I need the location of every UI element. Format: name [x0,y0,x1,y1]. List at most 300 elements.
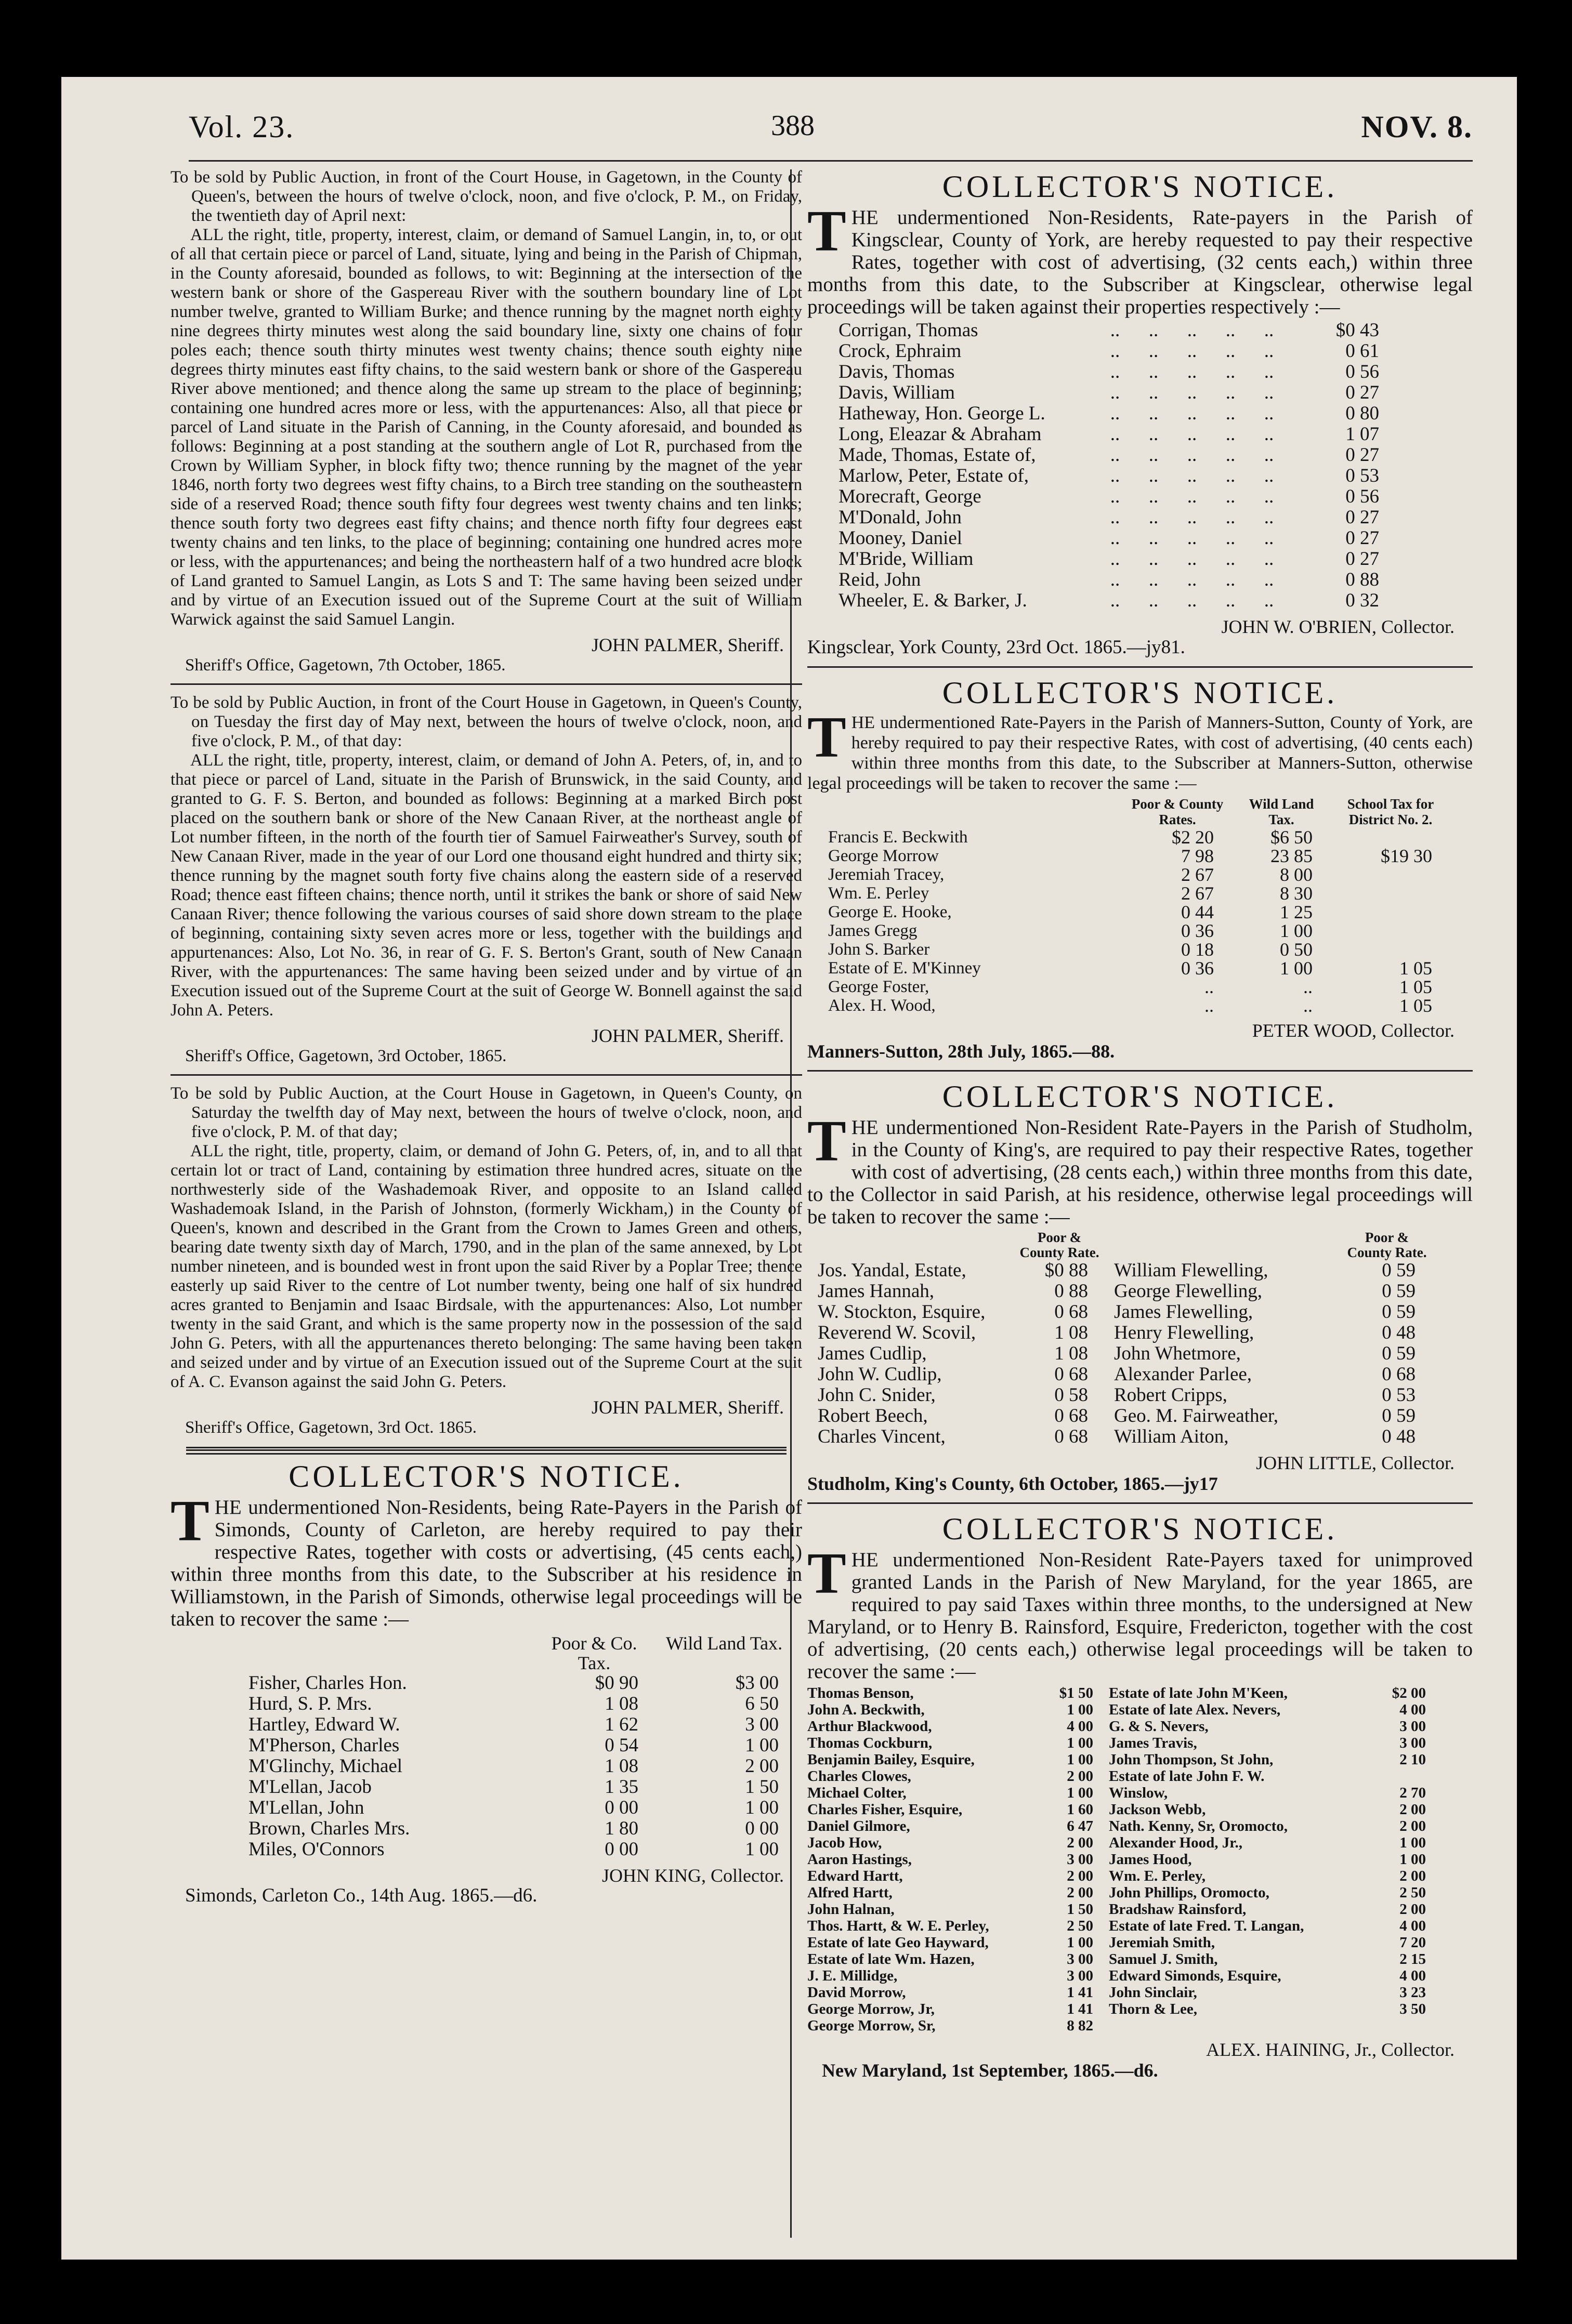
table-cell: 2 00 [745,1755,779,1777]
table-cell: 0 27 [1345,382,1379,403]
table-cell: Charles Vincent, [818,1426,946,1447]
table-cell: 0 36 [1181,958,1214,979]
table-row [818,1302,1431,1323]
table-cell: George E. Hooke, [828,903,952,921]
table-cell: Aaron Hastings, [807,1851,912,1868]
table-cell: 2 00 [1067,1768,1093,1785]
table-cell: 1 00 [1067,1701,1093,1718]
table-cell: 1 35 [605,1776,638,1798]
table-cell: 0 27 [1345,527,1379,549]
notice-footer: New Maryland, 1st September, 1865.—d6. [822,2060,1158,2081]
table-cell: Thos. Hartt, & W. E. Perley, [807,1918,989,1934]
table-row [807,2017,1436,2034]
table-cell: 0 59 [1382,1280,1416,1302]
table-row [839,424,1405,445]
table-cell: George Flewelling, [1114,1280,1262,1302]
table-cell: 3 00 [1067,1851,1093,1868]
sheriff-sale-langin [171,168,802,675]
table-cell: Geo. M. Fairweather, [1114,1405,1278,1427]
table-row [828,978,1453,996]
table-cell: Brown, Charles Mrs. [248,1818,410,1839]
table-row [248,1673,800,1694]
table-cell: 0 32 [1345,590,1379,611]
table-cell: 2 67 [1181,864,1214,885]
table-cell: 1 05 [1399,958,1432,979]
table-row [839,528,1405,549]
table-row [248,1714,800,1735]
notice-signature: JOHN KING, Collector. [602,1865,784,1886]
table-cell: 2 50 [1067,1918,1093,1934]
table-cell [1328,884,1453,903]
leader-dots: .. .. .. .. .. [1110,361,1274,382]
header-rule [189,160,1473,162]
sale-intro: To be sold by Public Auction, in front of the Court House, in Gagetown, in the County of Queen's, between the hours of twelve o'clock, noon, and five o'clock, P. M., on Friday, the twentieth day of April next: [171,168,802,225]
table-cell: 1 07 [1345,424,1379,445]
table-cell: 0 59 [1382,1405,1416,1427]
table-cell: Davis, Thomas [839,361,955,382]
table-cell: Jackson Webb, [1109,1801,1206,1818]
table-cell: Wheeler, E. & Barker, J. [839,590,1027,611]
table-row [839,341,1405,362]
sale-intro: To be sold by Public Auction, at the Court House in Gagetown, in Queen's County, on Saturday the twelfth day of May next, between the hours of twelve o'clock, noon, and five o'clock, P. M. of that day; [171,1084,802,1141]
table-cell: $0 43 [1335,320,1379,341]
table-cell: John Phillips, Oromocto, [1109,1884,1269,1901]
column-header: Wild Land Tax. [665,1633,783,1654]
table-row [839,382,1405,403]
table-cell: George Morrow [828,847,939,865]
table-cell: Thomas Benson, [807,1685,914,1701]
table-cell: 1 50 [745,1776,779,1798]
table-row [807,1884,1436,1901]
table-cell: James Gregg [828,921,918,940]
table-cell: 3 00 [1067,1968,1093,1984]
notice-signature: PETER WOOD, Collector. [1252,1020,1455,1041]
table-row [807,1751,1436,1768]
table-cell: John A. Beckwith, [807,1701,925,1718]
table-cell: Nath. Kenny, Sr, Oromocto, [1109,1818,1288,1834]
table-row [807,1785,1436,1801]
page-number: 388 [771,110,815,142]
table-cell: 0 80 [1345,403,1379,424]
table-cell: 0 56 [1345,486,1379,507]
table-cell: 2 00 [1067,1868,1093,1884]
table-cell: 2 00 [1067,1834,1093,1851]
table-cell: 0 00 [605,1797,638,1818]
table-row [828,996,1453,1015]
leader-dots: .. .. .. .. .. [1110,403,1274,424]
table-cell: 4 00 [1067,1718,1093,1735]
table-row [839,466,1405,486]
table-cell: 4 00 [1399,1701,1426,1718]
table-cell: 0 27 [1345,548,1379,570]
table-row [828,828,1453,847]
drop-cap: T [807,199,846,263]
table-cell: 0 59 [1382,1343,1416,1364]
table-cell: Alexander Hood, Jr., [1109,1834,1242,1851]
issue-date: NOV. 8. [1361,110,1473,144]
table-cell: Estate of late Geo Hayward, [807,1934,989,1951]
notice-text: THE undermentioned Rate-Payers in the Parish of Manners-Sutton, County of York, are hereby required to pay their respective Rates, with cost of advertising, (40 cents each) within three months from this date, to the Subscriber at Manners-Sutton, otherwise legal proceedings will be taken to recover the same :— [807,705,1473,793]
table-cell: Jeremiah Smith, [1109,1934,1215,1951]
notice-footer: Simonds, Carleton Co., 14th Aug. 1865.—d6. [185,1885,538,1906]
notice-signature: ALEX. HAINING, Jr., Collector. [1206,2039,1455,2060]
column-header: Poor & County Rate. [1347,1230,1427,1260]
table-row [839,507,1405,528]
notice-title: COLLECTOR'S NOTICE. [942,1079,1338,1114]
table-cell: Robert Cripps, [1114,1384,1227,1406]
table-row [839,320,1405,341]
leader-dots: .. .. .. .. .. [1110,382,1274,403]
sale-body: ALL the right, title, property, claim, or demand of John G. Peters, of, in, and to all that certain lot or tract of Land, containing by estimation three hundred acres, situate on the northwesterly side of the Washademoak River, and opposite to an Island called Washademoak Island, in the Parish of Johnston, (formerly Wickham,) in the County of Queen's, known and described in the Grant from the Crown to James Green and others, bearing date twenty sixth day of March, 1790, and in the plan of the same annexed, by Lot number nineteen, and is bounded west in front upon the said River by a Poplar Tree; thence easterly up said River to the centre of Lot number twenty, being one half of six hundred acres granted to Benjamin and Isaac Birdsale, with the appurtenances: Also, Lot number twenty in the said Grant, and which is the same property now in the possession of the said John G. Peters, with all the appurtenances thereto belonging: The same having been taken and seized under and by virtue of an Execution issued out of the Supreme Court at the suit of A. C. Evanson against the said John G. Peters. [171,1142,802,1391]
notice-footer: Manners-Sutton, 28th July, 1865.—88. [807,1041,1115,1062]
table-cell: 7 98 [1181,846,1214,866]
table-cell: 0 36 [1181,920,1214,941]
table-cell: 2 15 [1399,1951,1426,1968]
table-cell: 2 50 [1399,1884,1426,1901]
leader-dots: .. .. .. .. .. [1110,548,1274,570]
table-cell: 0 00 [745,1818,779,1839]
table-cell: James Flewelling, [1114,1301,1253,1323]
table-cell: Henry Flewelling, [1114,1322,1254,1343]
table-cell: $0 88 [1044,1260,1088,1281]
table-cell: 1 08 [1054,1322,1088,1343]
table-row [807,1918,1436,1934]
table-cell: John Whetmore, [1114,1343,1241,1364]
table-cell: 3 00 [1399,1718,1426,1735]
table-cell: 23 85 [1270,846,1313,866]
table-cell: 1 00 [1399,1851,1426,1868]
table-cell: 8 30 [1280,883,1313,904]
table-cell: .. [1303,995,1313,1016]
table-cell: Francis E. Beckwith [828,828,968,847]
column-header: Wild Land Tax. [1249,796,1314,827]
column-header: School Tax for District No. 2. [1347,796,1434,827]
table-cell: John C. Snider, [818,1384,936,1406]
notice-footer: Studholm, King's County, 6th October, 1865.—jy17 [807,1473,1218,1494]
notice-title: COLLECTOR'S NOTICE. [289,1459,684,1494]
table-row [807,1685,1436,1701]
table-cell: Estate of late Wm. Hazen, [807,1951,975,1968]
table-cell: Miles, O'Connors [248,1839,385,1860]
table-row [839,590,1405,611]
table-cell [1109,2017,1369,2034]
table-cell: Charles Clowes, [807,1768,911,1785]
right-column [784,168,1473,2081]
table-cell: $1 50 [1059,1685,1093,1701]
table-cell: 0 68 [1054,1426,1088,1447]
table-cell: Robert Beech, [818,1405,928,1427]
table-cell: Bradshaw Rainsford, [1109,1901,1247,1918]
table-cell: 1 05 [1399,976,1432,997]
table-cell: 0 27 [1345,507,1379,528]
table-cell [1369,2017,1436,2034]
table-cell: 3 00 [1067,1951,1093,1968]
table-cell: 0 68 [1054,1405,1088,1427]
table-cell: Fisher, Charles Hon. [248,1672,407,1694]
table-cell: 2 00 [1399,1901,1426,1918]
table-row [839,486,1405,507]
table-cell: 1 05 [1399,995,1432,1016]
table-cell: 0 53 [1345,465,1379,486]
table-cell [1328,903,1453,921]
table-cell: 0 68 [1054,1301,1088,1323]
table-cell: J. E. Millidge, [807,1968,898,1984]
table-row [828,921,1453,940]
table-cell: 3 23 [1399,1984,1426,2001]
page-header [61,109,1517,156]
table-cell: 2 10 [1399,1751,1426,1768]
table-cell: Corrigan, Thomas [839,320,978,341]
table-cell: 2 70 [1399,1785,1426,1801]
notice-signature: JOHN LITTLE, Collector. [1256,1452,1455,1473]
table-cell: 2 00 [1399,1801,1426,1818]
collector-notice-new-maryland [807,1512,1473,2081]
table-cell: Charles Fisher, Esquire, [807,1801,963,1818]
table-row [807,1868,1436,1884]
sheriff-sale-peters-ja [171,693,802,1066]
table-cell: 1 41 [1067,2001,1093,2017]
table-cell: Estate of late Alex. Nevers, [1109,1701,1281,1718]
table-cell: Alfred Hartt, [807,1884,893,1901]
table-cell: Alexander Parlee, [1114,1364,1252,1385]
table-row [828,847,1453,865]
table-cell: William Aiton, [1114,1426,1229,1447]
table-row [818,1364,1431,1385]
table-row [248,1798,800,1818]
newspaper-page [61,77,1517,2260]
table-cell: 0 59 [1382,1260,1416,1281]
table-cell: 3 00 [1399,1735,1426,1751]
table-cell: James Hood, [1109,1851,1192,1868]
table-cell: 0 18 [1181,939,1214,960]
table-cell: $2 20 [1172,827,1214,848]
table-row [807,1834,1436,1851]
table-cell: 7 20 [1399,1934,1426,1951]
table-row [807,1768,1436,1785]
column-header: Poor & County Rates. [1131,796,1224,827]
section-rule [807,666,1473,668]
table-cell: 1 00 [1067,1934,1093,1951]
table-cell: 0 68 [1054,1364,1088,1385]
table-row [818,1281,1431,1302]
sale-office-date: Sheriff's Office, Gagetown, 3rd Oct. 1865. [185,1418,477,1437]
table-cell: .. [1204,995,1214,1016]
table-row [248,1756,800,1777]
table-cell: 0 59 [1382,1301,1416,1323]
table-row [828,903,1453,921]
table-cell: 1 00 [1067,1735,1093,1751]
table-cell: M'Pherson, Charles [248,1735,400,1756]
table-cell [1369,1768,1436,1785]
collector-notice-studholm [807,1080,1473,1494]
leader-dots: .. .. .. .. .. [1110,486,1274,507]
table-cell: $2 00 [1392,1685,1426,1701]
table-cell: Edward Simonds, Esquire, [1109,1968,1281,1984]
notice-text: THE undermentioned Non-Resident Rate-Payers taxed for unimproved granted Lands in the Parish of New Maryland, for the year 1865, are required to pay said Taxes within three months, to the undersigned at New Maryland, or to Henry B. Rainsford, Esquire, Fredericton, together with the cost of advertising, (20 cents each,) otherwise legal proceedings will be taken to recover the same :— [807,1541,1473,1683]
leader-dots: .. .. .. .. .. [1110,465,1274,486]
table-row [828,884,1453,903]
studholm-tax-table [818,1230,1431,1447]
table-cell: $19 30 [1381,846,1432,866]
table-cell: John Thompson, St John, [1109,1751,1274,1768]
table-cell: Hatheway, Hon. George L. [839,403,1045,424]
table-cell: Jacob How, [807,1834,882,1851]
new-maryland-tax-table [807,1685,1436,2034]
table-cell: 1 60 [1067,1801,1093,1818]
notice-text: THE undermentioned Non-Residents, being Rate-Payers in the Parish of Simonds, County of Carleton, are hereby required to pay their respective Rates, together with costs or advertising, (45 cents each,) within three months from this date, to the Subscriber at his residence in Williamstown, in the Parish of Simonds, otherwise legal proceedings will be taken to recover the same :— [171,1489,802,1630]
table-cell: James Hannah, [818,1280,934,1302]
table-row [807,1718,1436,1735]
leader-dots: .. .. .. .. .. [1110,340,1274,362]
table-cell: George Morrow, Jr, [807,2001,935,2017]
table-cell: 0 50 [1280,939,1313,960]
table-row [807,1735,1436,1751]
manners-sutton-tax-table [828,796,1453,1015]
table-row [807,1701,1436,1718]
table-cell: 0 48 [1382,1322,1416,1343]
drop-cap: T [807,1541,846,1606]
table-cell: Edward Hartt, [807,1868,903,1884]
table-cell: Jos. Yandal, Estate, [818,1260,966,1281]
table-cell: 0 68 [1382,1364,1416,1385]
table-cell: Crock, Ephraim [839,340,962,362]
volume-label: Vol. 23. [189,110,295,144]
table-cell: 1 00 [1280,958,1313,979]
table-cell: 1 00 [1280,920,1313,941]
notice-text: THE undermentioned Non-Residents, Rate-payers in the Parish of Kingsclear, County of York, are hereby requested to pay their respective Rates, together with cost of advertising, (32 cents each,) within three months from this date, to the Subscriber at Kingsclear, otherwise legal proceedings will be taken against their properties respectively :— [807,199,1473,318]
table-cell: Davis, William [839,382,955,403]
table-cell: Thomas Cockburn, [807,1735,933,1751]
table-cell: 3 50 [1399,2001,1426,2017]
table-cell: Wm. E. Perley, [1109,1868,1206,1884]
notice-title: COLLECTOR'S NOTICE. [942,676,1338,710]
table-row [839,549,1405,570]
table-cell: 1 00 [1067,1751,1093,1768]
table-cell: Benjamin Bailey, Esquire, [807,1751,975,1768]
table-cell: 0 88 [1345,569,1379,590]
table-cell: 0 27 [1345,444,1379,466]
table-cell: William Flewelling, [1114,1260,1268,1281]
table-cell: G. & S. Nevers, [1109,1718,1209,1735]
table-row [839,362,1405,382]
table-cell: 1 08 [605,1693,638,1714]
table-cell: W. Stockton, Esquire, [818,1301,986,1323]
table-row [248,1777,800,1798]
table-cell: 1 25 [1280,902,1313,922]
notice-title: COLLECTOR'S NOTICE. [942,1512,1338,1546]
table-cell: 0 58 [1054,1384,1088,1406]
left-column [171,168,802,1906]
leader-dots: .. .. .. .. .. [1110,569,1274,590]
leader-dots: .. .. .. .. .. [1110,590,1274,611]
table-row [839,570,1405,590]
sale-signature: JOHN PALMER, Sheriff. [591,635,784,655]
table-cell: George Morrow, Sr, [807,2017,936,2034]
table-cell: 2 00 [1399,1818,1426,1834]
collector-notice-simonds [171,1460,802,1906]
notice-signature: JOHN W. O'BRIEN, Collector. [1221,616,1455,637]
leader-dots: .. .. .. .. .. [1110,507,1274,528]
sale-body: ALL the right, title, property, interest, claim, or demand of Samuel Langin, in, to, or out of all that certain piece or parcel of Land, situate, lying and being in the Parish of Chipman, in the County aforesaid, bounded as follows, to wit: Beginning at the intersection of the western bank or shore of the Gaspereau River with the southern boundary line of Lot number twelve, granted to William Burke; and thence running by the magnet north eighty nine degrees thirty minutes west along the said boundary line, sixty one chains of four poles each; thence south thirty minutes west twenty chains; thence south eighty nine degrees thirty minutes east fifty chains, to the said western bank or shore of the Gaspereau River above mentioned; and thence along the same up stream to the place of beginning; containing one hundred acres more or less, with the appurtenances: Also, all that piece or parcel of Land situate in the Parish of Canning, in the County aforesaid, and bounded as follows: Beginning at a post standing at the southern angle of Lot R, purchased from the Crown by William Sypher, in block fifty two; thence running by the magnet of the year 1846, north forty two degrees west fifty chains, to a Birch tree standing on the southeastern side of a reserved Road; thence south fifty four degrees west twenty chains and ten links; thence south forty two degrees east fifty chains; and thence north fifty four degrees east twenty chains and ten links, to the place of beginning; containing one hundred acres more or less, with the appurtenances; and being the northeastern half of a two hundred acre block of Land granted to Samuel Langin, as Lots S and T: The same having been seized under and by virtue of an Execution issued out of the Supreme Court at the suit of William Warwick against the said Samuel Langin. [171,226,802,629]
table-cell: Estate of late Fred. T. Langan, [1109,1918,1304,1934]
table-cell: Hurd, S. P. Mrs. [248,1693,372,1714]
table-row [839,403,1405,424]
table-row [818,1323,1431,1343]
table-cell: Samuel J. Smith, [1109,1951,1218,1968]
table-cell: 0 56 [1345,361,1379,382]
drop-cap: T [807,1109,846,1173]
table-row [828,959,1453,978]
table-row [807,1818,1436,1834]
table-cell: Winslow, [1109,1785,1168,1801]
notice-footer: Kingsclear, York County, 23rd Oct. 1865.—jy81. [807,637,1185,658]
table-row [248,1735,800,1756]
table-cell: John Sinclair, [1109,1984,1197,2001]
table-cell: Daniel Gilmore, [807,1818,910,1834]
table-row [807,1801,1436,1818]
table-cell: 0 00 [605,1839,638,1860]
table-cell: .. [1303,976,1313,997]
table-cell: Morecraft, George [839,486,981,507]
table-cell: 1 00 [745,1839,779,1860]
table-cell: 1 00 [745,1797,779,1818]
table-cell: 0 44 [1181,902,1214,922]
table-row [807,1851,1436,1868]
table-row [248,1818,800,1839]
sale-signature: JOHN PALMER, Sheriff. [591,1397,784,1418]
table-cell: M'Glinchy, Michael [248,1755,403,1777]
table-cell: 0 61 [1345,340,1379,362]
leader-dots: .. .. .. .. .. [1110,527,1274,549]
column-header: Poor & Co. Tax. [551,1633,637,1673]
sale-office-date: Sheriff's Office, Gagetown, 7th October, 1865. [185,656,506,675]
table-cell: $3 00 [735,1672,779,1694]
table-cell [1328,921,1453,940]
table-cell: Wm. E. Perley [828,884,929,903]
table-cell: Reverend W. Scovil, [818,1322,976,1343]
table-cell: John Halnan, [807,1901,895,1918]
table-cell: 0 54 [605,1735,638,1756]
table-cell: 1 41 [1067,1984,1093,2001]
table-cell: Estate of late John M'Keen, [1109,1685,1288,1701]
table-row [839,445,1405,466]
column-header: Poor & County Rate. [1019,1230,1099,1260]
table-cell: 1 80 [605,1818,638,1839]
table-cell: 6 47 [1067,1818,1093,1834]
notice-text: THE undermentioned Non-Resident Rate-Payers in the Parish of Studholm, in the County of King's, are required to pay their respective Rates, together with cost of advertising, (28 cents each,) within three months from this date, to the Collector in said Parish, at his residence, otherwise legal proceedings will be taken to recover the same :— [807,1109,1473,1228]
table-cell: 2 00 [1067,1884,1093,1901]
leader-dots: .. .. .. .. .. [1110,444,1274,466]
table-cell: 1 08 [1054,1343,1088,1364]
table-cell: Jeremiah Tracey, [828,865,945,884]
table-cell: 2 00 [1399,1868,1426,1884]
table-cell: 1 08 [605,1755,638,1777]
table-cell: M'Lellan, John [248,1797,364,1818]
table-cell: 3 00 [745,1714,779,1735]
table-cell: Alex. H. Wood, [828,996,936,1015]
table-row [807,1901,1436,1918]
double-rule [186,1447,787,1455]
table-row [807,1934,1436,1951]
table-cell: John S. Barker [828,940,930,959]
table-row [807,1968,1436,1984]
table-cell: James Cudlip, [818,1343,927,1364]
sale-signature: JOHN PALMER, Sheriff. [591,1025,784,1046]
table-cell: George Foster, [828,978,929,996]
table-cell: Marlow, Peter, Estate of, [839,465,1029,486]
collector-notice-manners-sutton [807,676,1473,1062]
table-cell: Estate of E. M'Kinney [828,959,981,978]
